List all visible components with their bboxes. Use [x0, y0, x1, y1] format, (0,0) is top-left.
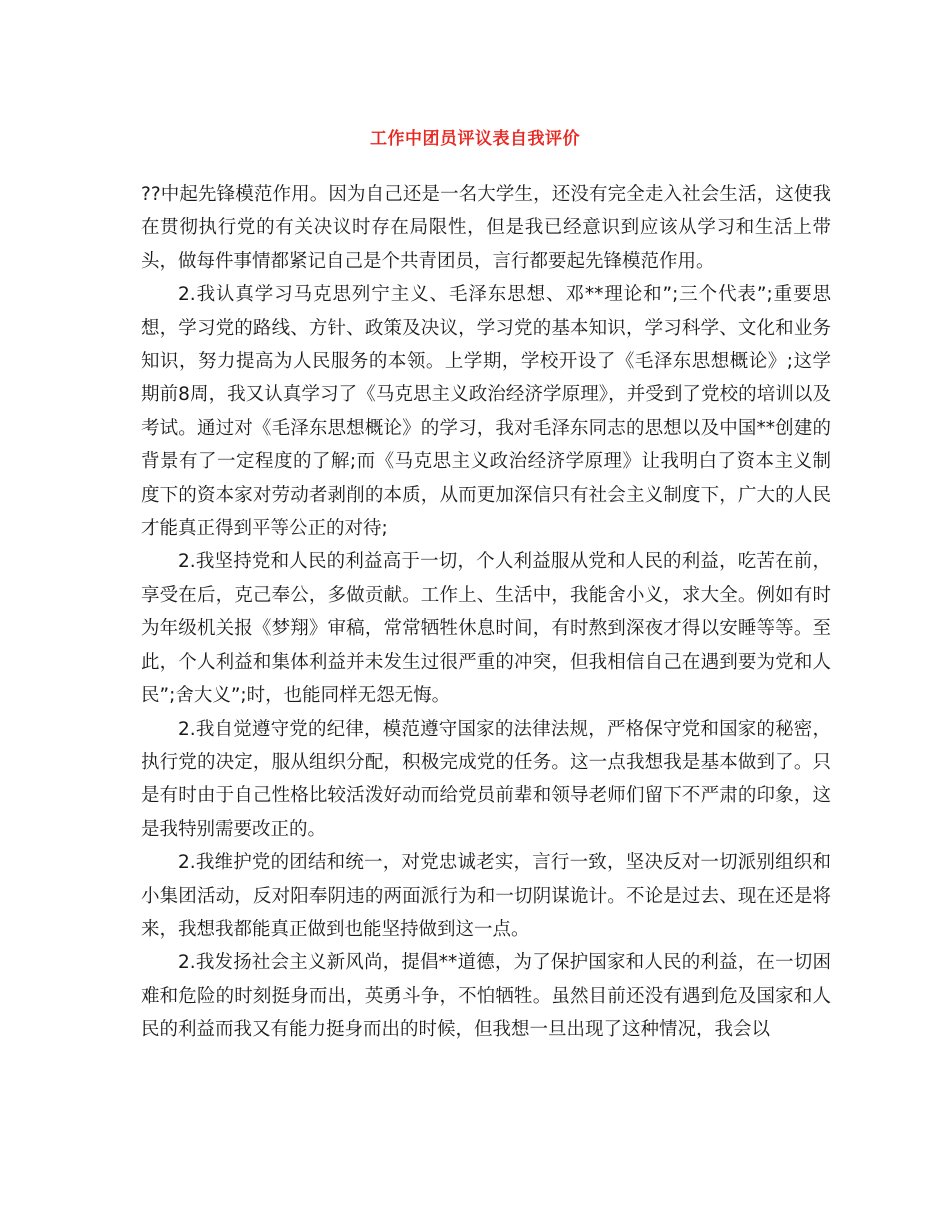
paragraph: 2.我坚持党和人民的利益高于一切，个人利益服从党和人民的利益，吃苦在前，享受在后，克己奉公，多做贡献。工作上、生活中，我能舍小义，求大全。例如有时为年级机关报《梦翔》审稿，常常牺牲休息时间，有时熬到深夜才得以安睡等等。至此，个人利益和集体利益并未发生过很严重的冲突，但我相信自己在遇到要为党和人民”;舍大义”;时，也能同样无怨无悔。 [141, 551, 831, 707]
document-title: 工作中团员评议表自我评价 [370, 129, 580, 149]
document-body [141, 178, 831, 1047]
paragraph: ??中起先锋模范作用。因为自己还是一名大学生，还没有完全走入社会生活，这使我在贯彻执行党的有关决议时存在局限性，但是我已经意识到应该从学习和生活上带头，做每件事情都紧记自己是个共青团员，言行都要起先锋模范作用。 [141, 184, 831, 272]
paragraph: 2.我自觉遵守党的纪律，模范遵守国家的法律法规，严格保守党和国家的秘密，执行党的决定，服从组织分配，积极完成党的任务。这一点我想我是基本做到了。只是有时由于自己性格比较活泼好动而给党员前辈和领导老师们留下不严肃的印象，这是我特别需要改正的。 [141, 718, 831, 840]
paragraph: 2.我认真学习马克思列宁主义、毛泽东思想、邓**理论和”;三个代表”;重要思想，学习党的路线、方针、政策及决议，学习党的基本知识，学习科学、文化和业务知识，努力提高为人民服务的本领。上学期，学校开设了《毛泽东思想概论》;这学期前8周，我又认真学习了《马克思主义政治经济学原理》，并受到了党校的培训以及考试。通过对《毛泽东思想概论》的学习，我对毛泽东同志的思想以及中国**创建的背景有了一定程度的了解;而《马克思主义政治经济学原理》让我明白了资本主义制度下的资本家对劳动者剥削的本质，从而更加深信只有社会主义制度下，广大的人民才能真正得到平等公正的对待; [141, 284, 831, 540]
paragraph: 2.我发扬社会主义新风尚，提倡**道德，为了保护国家和人民的利益，在一切困难和危险的时刻挺身而出，英勇斗争，不怕牺牲。虽然目前还没有遇到危及国家和人民的利益而我又有能力挺身而出的时候，但我想一旦出现了这种情况，我会以 [141, 952, 831, 1041]
paragraph: 2.我维护党的团结和统一，对党忠诚老实，言行一致，坚决反对一切派别组织和小集团活动，反对阳奉阴违的两面派行为和一切阴谋诡计。不论是过去、现在还是将来，我想我都能真正做到也能坚持做到这一点。 [141, 852, 831, 940]
